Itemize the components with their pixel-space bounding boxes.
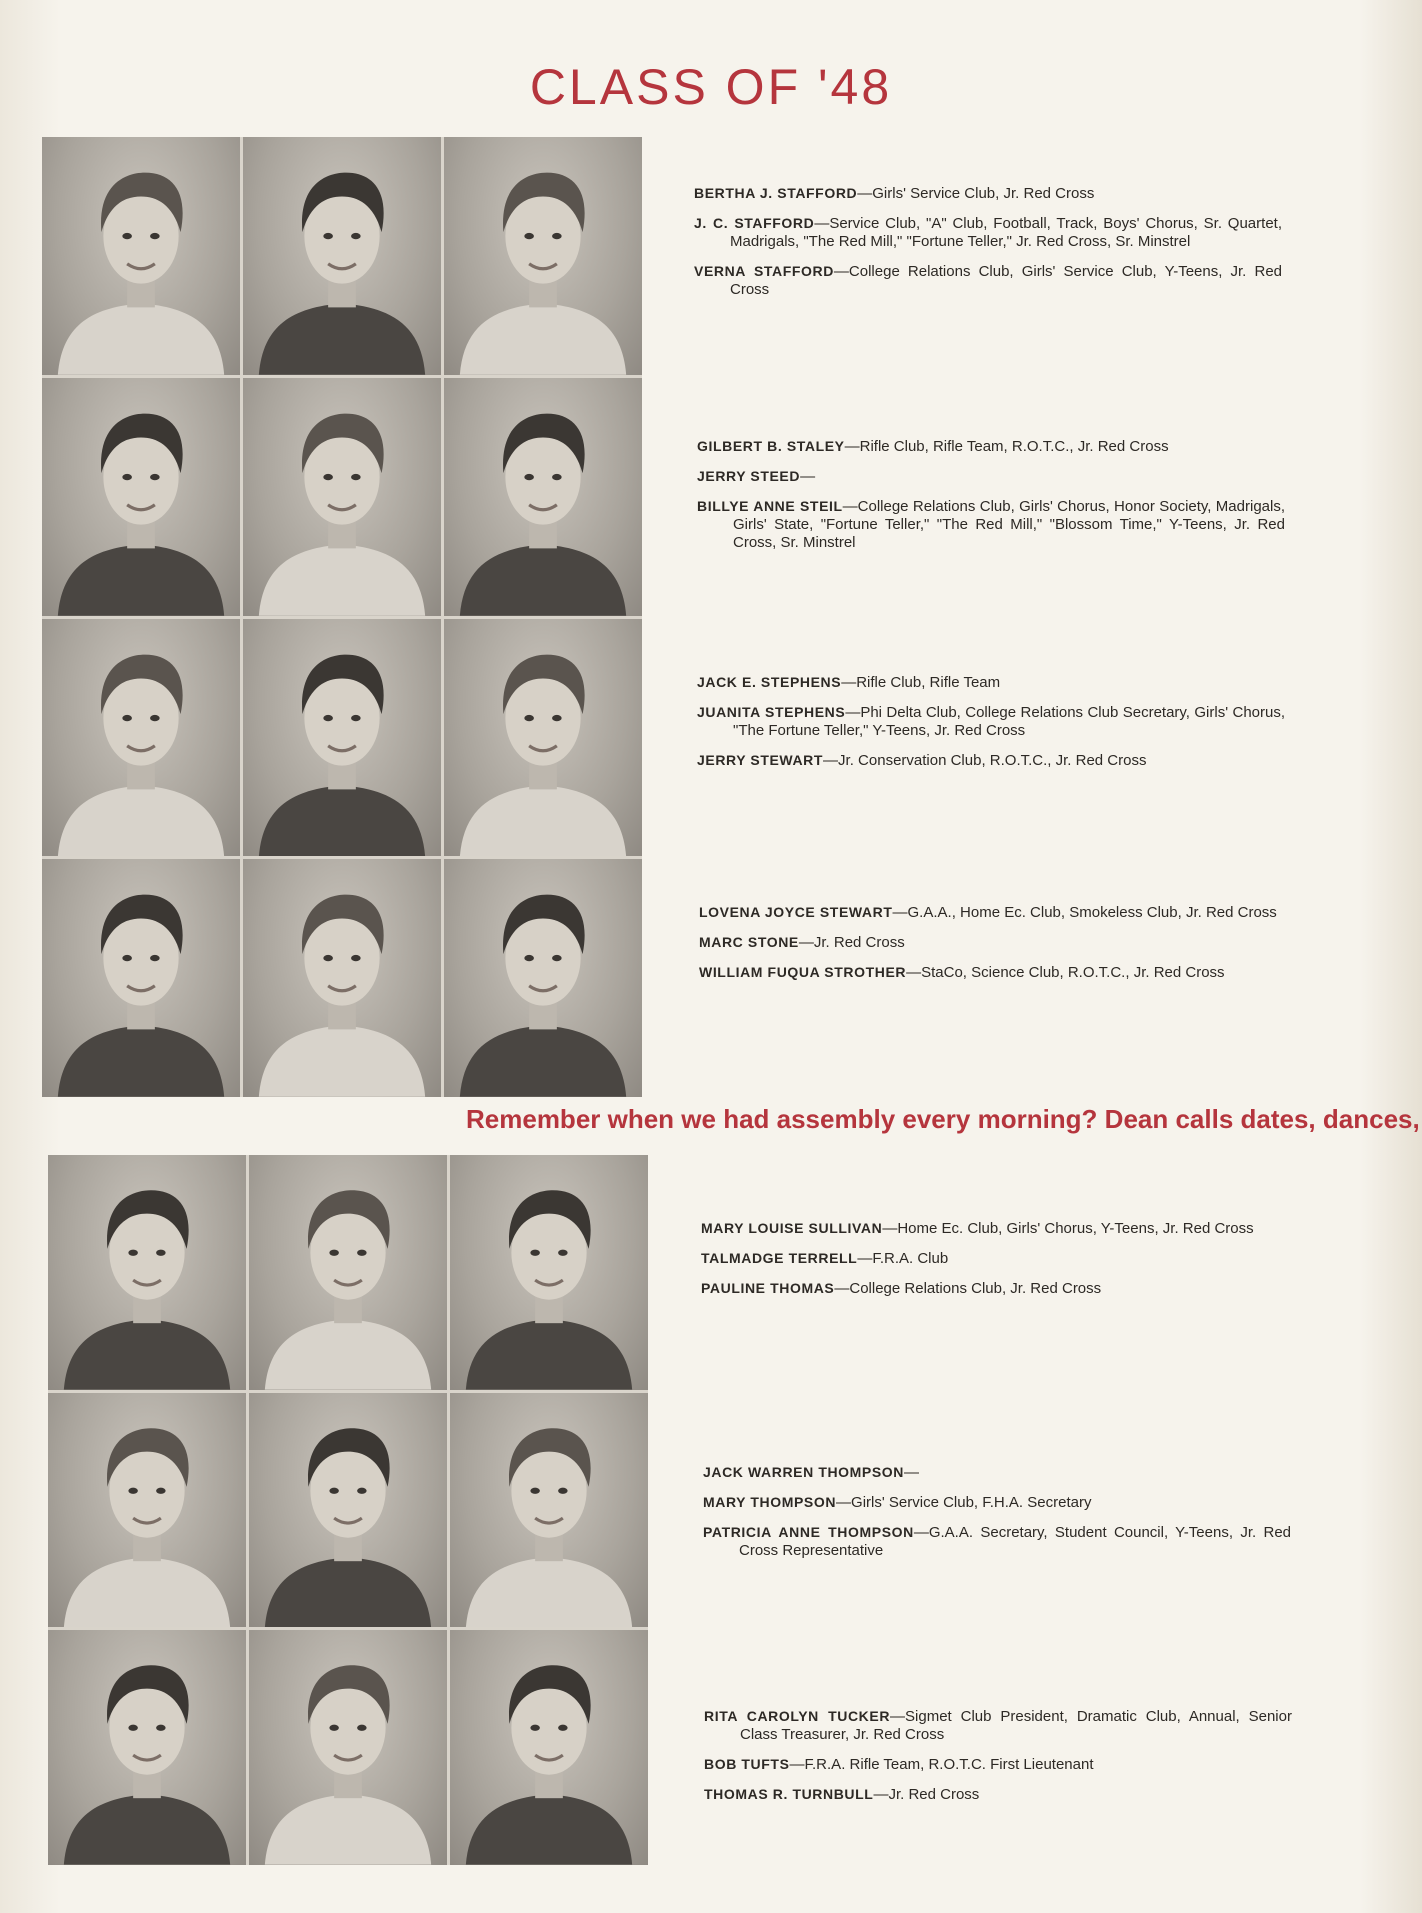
student-entry: JERRY STEWART—Jr. Conservation Club, R.O.T.C., Jr. Red Cross bbox=[697, 752, 1147, 769]
student-name: GILBERT B. STALEY bbox=[697, 438, 845, 454]
student-entry: MARY THOMPSON—Girls' Service Club, F.H.A. Secretary bbox=[703, 1494, 1092, 1511]
photo-grid-bottom bbox=[48, 1155, 648, 1865]
student-portrait-photo bbox=[444, 137, 642, 375]
student-activities: Phi Delta Club, College Relations Club Secretary, Girls' Chorus, "The Fortune Teller," Y-Teens, Jr. Red Cross bbox=[733, 704, 1286, 739]
student-entry: TALMADGE TERRELL—F.R.A. Club bbox=[701, 1250, 949, 1267]
student-entry: JACK E. STEPHENS—Rifle Club, Rifle Team bbox=[697, 674, 1001, 691]
student-name: MARY THOMPSON bbox=[703, 1494, 837, 1510]
student-entry: PATRICIA ANNE THOMPSON—G.A.A. Secretary, Student Council, Y-Teens, Jr. Red Cross Representative bbox=[703, 1524, 1291, 1559]
caption-banner: Remember when we had assembly every morning? Dean calls dates, dances, bbox=[466, 1104, 1420, 1134]
student-entry: MARC STONE—Jr. Red Cross bbox=[699, 934, 905, 951]
student-portrait-photo bbox=[42, 859, 240, 1097]
student-entry: BERTHA J. STAFFORD—Girls' Service Club, Jr. Red Cross bbox=[694, 185, 1095, 202]
student-portrait-photo bbox=[450, 1155, 648, 1390]
student-entry: BILLYE ANNE STEIL—College Relations Club, Girls' Chorus, Honor Society, Madrigals, Girls' State, "Fortune Teller," "The Red Mill," "Blossom Time," Y-Teens, Jr. Red Cross, Sr. Minstrel bbox=[697, 498, 1286, 551]
student-portrait-photo bbox=[243, 137, 441, 375]
student-portrait-photo bbox=[42, 378, 240, 616]
student-activities: College Relations Club, Girls' Service Club, Y-Teens, Jr. Red Cross bbox=[730, 263, 1282, 298]
student-entry: THOMAS R. TURNBULL—Jr. Red Cross bbox=[704, 1786, 980, 1803]
student-entry: LOVENA JOYCE STEWART—G.A.A., Home Ec. Club, Smokeless Club, Jr. Red Cross bbox=[699, 904, 1277, 921]
student-entry: MARY LOUISE SULLIVAN—Home Ec. Club, Girls' Chorus, Y-Teens, Jr. Red Cross bbox=[701, 1220, 1254, 1237]
student-activities: Service Club, "A" Club, Football, Track, Boys' Chorus, Sr. Quartet, Madrigals, "The Red Mill," "Fortune Teller," Jr. Red Cross, Sr. Minstrel bbox=[730, 215, 1282, 250]
student-name: BOB TUFTS bbox=[704, 1756, 790, 1772]
student-entry: PAULINE THOMAS—College Relations Club, Jr. Red Cross bbox=[701, 1280, 1102, 1297]
student-portrait-photo bbox=[444, 378, 642, 616]
student-name: THOMAS R. TURNBULL bbox=[704, 1786, 874, 1802]
student-name: PAULINE THOMAS bbox=[701, 1280, 835, 1296]
student-activities: College Relations Club, Jr. Red Cross bbox=[849, 1280, 1102, 1297]
student-name: JERRY STEED bbox=[697, 468, 801, 484]
student-portrait-photo bbox=[42, 619, 240, 857]
entry-group bbox=[697, 437, 1285, 563]
student-name: PATRICIA ANNE THOMPSON bbox=[703, 1524, 914, 1540]
photo-grid-top bbox=[42, 137, 642, 1097]
entry-group bbox=[701, 1219, 1289, 1309]
student-entry: JERRY STEED— bbox=[697, 468, 816, 485]
student-name: JERRY STEWART bbox=[697, 752, 824, 768]
student-portrait-photo bbox=[450, 1630, 648, 1865]
student-portrait-photo bbox=[48, 1393, 246, 1628]
student-entry: JUANITA STEPHENS—Phi Delta Club, College Relations Club Secretary, Girls' Chorus, "The Fortune Teller," Y-Teens, Jr. Red Cross bbox=[697, 704, 1286, 739]
student-portrait-photo bbox=[48, 1155, 246, 1390]
student-name: RITA CAROLYN TUCKER bbox=[704, 1708, 891, 1724]
student-name: WILLIAM FUQUA STROTHER bbox=[699, 964, 907, 980]
student-activities: Rifle Club, Rifle Team bbox=[856, 674, 1001, 691]
student-name: LOVENA JOYCE STEWART bbox=[699, 904, 893, 920]
student-name: TALMADGE TERRELL bbox=[701, 1250, 858, 1266]
entry-group bbox=[697, 673, 1285, 781]
student-entry: VERNA STAFFORD—College Relations Club, Girls' Service Club, Y-Teens, Jr. Red Cross bbox=[694, 263, 1282, 298]
student-activities: Girls' Service Club, Jr. Red Cross bbox=[872, 185, 1095, 202]
student-activities: Jr. Conservation Club, R.O.T.C., Jr. Red Cross bbox=[838, 752, 1147, 769]
student-activities: StaCo, Science Club, R.O.T.C., Jr. Red Cross bbox=[921, 964, 1225, 981]
student-name: JACK WARREN THOMPSON bbox=[703, 1464, 905, 1480]
student-activities: Girls' Service Club, F.H.A. Secretary bbox=[851, 1494, 1092, 1511]
student-portrait-photo bbox=[249, 1155, 447, 1390]
student-entry: GILBERT B. STALEY—Rifle Club, Rifle Team, R.O.T.C., Jr. Red Cross bbox=[697, 438, 1169, 455]
student-entry: JACK WARREN THOMPSON— bbox=[703, 1464, 920, 1481]
student-activities: College Relations Club, Girls' Chorus, Honor Society, Madrigals, Girls' State, "Fortune Teller," "The Red Mill," "Blossom Time," Y-Teens, Jr. Red Cross, Sr. Minstrel bbox=[733, 498, 1286, 551]
student-activities: Jr. Red Cross bbox=[813, 934, 905, 951]
student-portrait-photo bbox=[243, 619, 441, 857]
student-activities: Jr. Red Cross bbox=[888, 1786, 980, 1803]
student-name: VERNA STAFFORD bbox=[694, 263, 834, 279]
student-name: MARC STONE bbox=[699, 934, 799, 950]
entry-group bbox=[694, 184, 1282, 310]
student-activities: G.A.A., Home Ec. Club, Smokeless Club, Jr. Red Cross bbox=[907, 904, 1277, 921]
student-activities: Home Ec. Club, Girls' Chorus, Y-Teens, Jr. Red Cross bbox=[897, 1220, 1254, 1237]
student-entry: BOB TUFTS—F.R.A. Rifle Team, R.O.T.C. First Lieutenant bbox=[704, 1756, 1094, 1773]
student-entry: J. C. STAFFORD—Service Club, "A" Club, Football, Track, Boys' Chorus, Sr. Quartet, Madrigals, "The Red Mill," "Fortune Teller," Jr. Red Cross, Sr. Minstrel bbox=[694, 215, 1282, 250]
student-portrait-photo bbox=[42, 137, 240, 375]
student-name: JUANITA STEPHENS bbox=[697, 704, 846, 720]
student-portrait-photo bbox=[249, 1630, 447, 1865]
student-portrait-photo bbox=[444, 859, 642, 1097]
student-portrait-photo bbox=[249, 1393, 447, 1628]
student-portrait-photo bbox=[444, 619, 642, 857]
student-activities: Sigmet Club President, Dramatic Club, Annual, Senior Class Treasurer, Jr. Red Cross bbox=[740, 1708, 1292, 1743]
student-activities: G.A.A. Secretary, Student Council, Y-Teens, Jr. Red Cross Representative bbox=[739, 1524, 1291, 1559]
student-name: JACK E. STEPHENS bbox=[697, 674, 842, 690]
student-portrait-photo bbox=[243, 859, 441, 1097]
student-name: J. C. STAFFORD bbox=[694, 215, 815, 231]
student-activities: F.R.A. Club bbox=[872, 1250, 949, 1267]
student-name: BILLYE ANNE STEIL bbox=[697, 498, 843, 514]
student-portrait-photo bbox=[450, 1393, 648, 1628]
entry-group bbox=[704, 1707, 1292, 1815]
student-activities: Rifle Club, Rifle Team, R.O.T.C., Jr. Red Cross bbox=[859, 438, 1169, 455]
entry-group bbox=[703, 1463, 1291, 1571]
student-name: BERTHA J. STAFFORD bbox=[694, 185, 858, 201]
student-portrait-photo bbox=[48, 1630, 246, 1865]
student-name: MARY LOUISE SULLIVAN bbox=[701, 1220, 883, 1236]
entry-group bbox=[699, 903, 1287, 993]
student-portrait-photo bbox=[243, 378, 441, 616]
page-title: CLASS OF '48 bbox=[529, 59, 893, 115]
student-entry: RITA CAROLYN TUCKER—Sigmet Club President, Dramatic Club, Annual, Senior Class Treasurer, Jr. Red Cross bbox=[704, 1708, 1292, 1743]
student-activities: F.R.A. Rifle Team, R.O.T.C. First Lieutenant bbox=[804, 1756, 1094, 1773]
student-entry: WILLIAM FUQUA STROTHER—StaCo, Science Club, R.O.T.C., Jr. Red Cross bbox=[699, 964, 1225, 981]
